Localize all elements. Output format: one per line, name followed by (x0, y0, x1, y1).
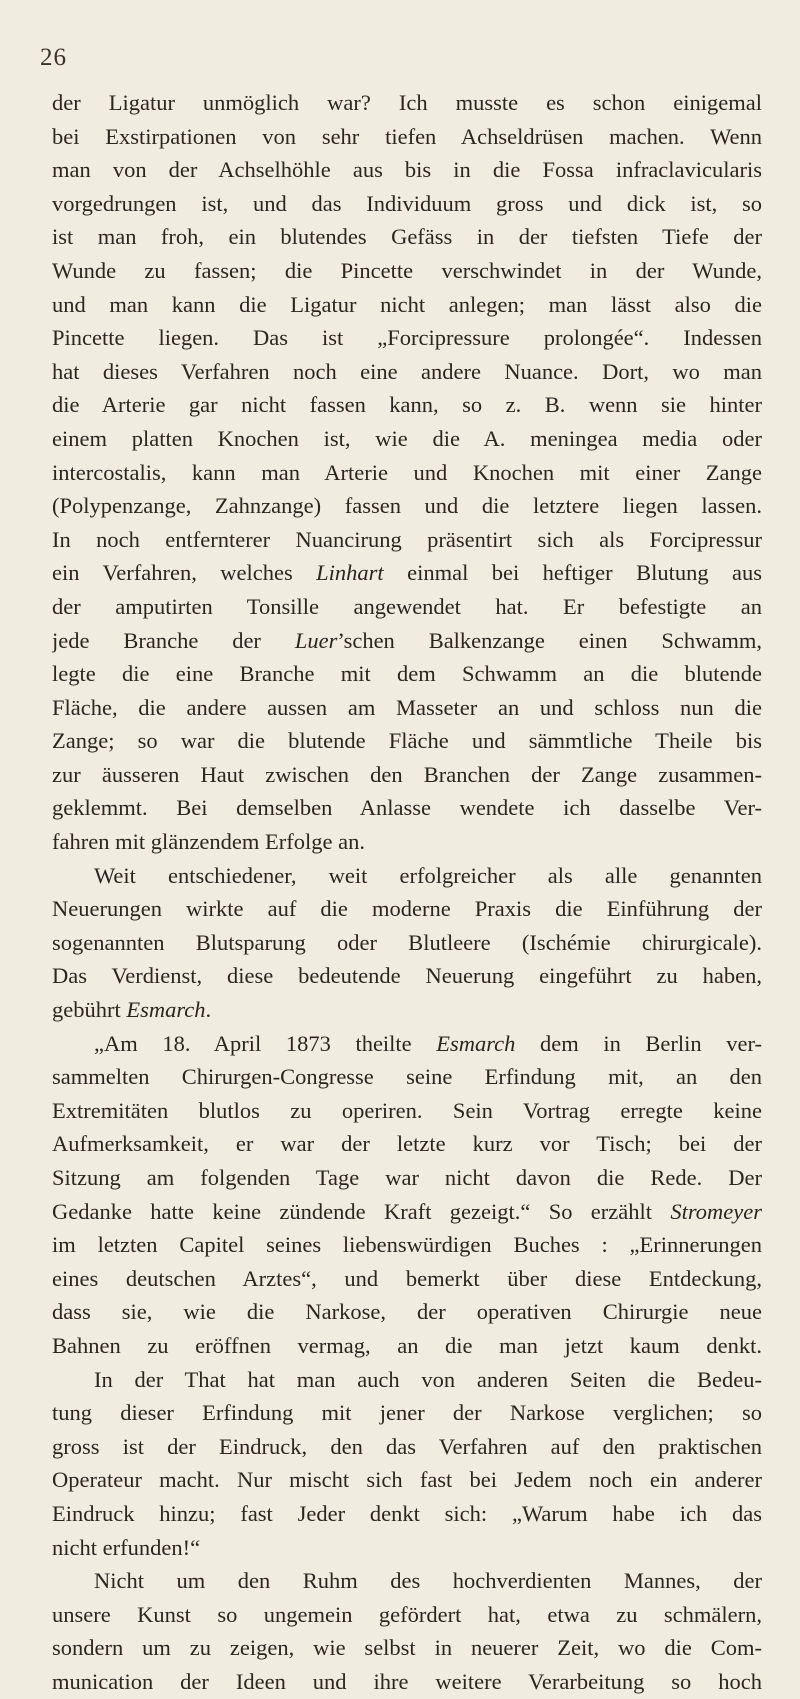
text-segment: bei Exstirpationen von sehr tiefen Achseldrüsen machen. Wenn (52, 123, 762, 149)
text-segment: . (205, 997, 212, 1023)
text-line (52, 489, 762, 523)
text-line (52, 993, 762, 1027)
text-segment: Aufmerksamkeit, er war der letzte kurz vor Tisch; bei der (52, 1131, 762, 1157)
text-segment: im letzten Capitel seines liebenswürdigen Buches : „Erinnerungen (52, 1232, 762, 1258)
text-segment: Nicht um den Ruhm des hochverdienten Mannes, der (94, 1568, 762, 1594)
text-line (52, 556, 762, 590)
text-segment: Gedanke hatte keine zündende Kraft gezeigt.“ So erzählt (52, 1198, 671, 1224)
text-segment: Wunde zu fassen; die Pincette verschwindet in der Wunde, (52, 257, 762, 283)
text-segment: hat dieses Verfahren noch eine andere Nuance. Dort, wo man (52, 358, 762, 384)
text-segment: tung dieser Erfindung mit jener der Narkose verglichen; so (52, 1400, 762, 1426)
text-line (52, 120, 762, 154)
text-segment: Stromeyer (670, 1198, 762, 1224)
text-segment: Eindruck hinzu; fast Jeder denkt sich: „Warum habe ich das (52, 1500, 762, 1526)
text-segment: gross ist der Eindruck, den das Verfahren auf den praktischen (52, 1433, 762, 1459)
text-line (52, 1228, 762, 1262)
text-segment: dass sie, wie die Narkose, der operativen Chirurgie neue (52, 1299, 762, 1325)
text-line (52, 724, 762, 758)
text-line (52, 1564, 762, 1598)
text-segment: ist man froh, ein blutendes Gefäss in der tiefsten Tiefe der (52, 224, 762, 250)
text-segment: man von der Achselhöhle aus bis in die Fossa infraclavicularis (52, 157, 762, 183)
text-line (52, 321, 762, 355)
text-line (52, 1262, 762, 1296)
text-segment: Esmarch (126, 997, 206, 1023)
text-line (52, 624, 762, 658)
text-line (52, 1195, 762, 1229)
text-line (52, 1127, 762, 1161)
text-segment: Linhart (316, 560, 384, 586)
text-segment: Neuerungen wirkte auf die moderne Praxis die Einführung der (52, 896, 762, 922)
text-segment: ein Verfahren, welches (52, 560, 317, 586)
text-line (52, 388, 762, 422)
text-line (52, 657, 762, 691)
text-segment: Pincette liegen. Das ist „Forcipressure prolongée“. Indessen (52, 325, 762, 351)
text-segment: Bahnen zu eröffnen vermag, an die man jetzt kaum denkt. (52, 1332, 762, 1358)
text-line (52, 86, 762, 120)
text-line (52, 1363, 762, 1397)
text-line (52, 1598, 762, 1632)
text-segment: Luer (294, 627, 338, 653)
text-segment: jede Branche der (52, 627, 295, 653)
text-segment: munication der Ideen und ihre weitere Verarbeitung so hoch (52, 1668, 762, 1694)
text-line (52, 1329, 762, 1363)
text-segment: sogenannten Blutsparung oder Blutleere (Ischémie chirurgicale). (52, 929, 762, 955)
text-line (52, 959, 762, 993)
text-line (52, 1665, 762, 1699)
text-line (52, 422, 762, 456)
text-segment: die Arterie gar nicht fassen kann, so z. B. wenn sie hinter (52, 392, 762, 418)
text-line (52, 892, 762, 926)
text-line (52, 926, 762, 960)
text-segment: intercostalis, kann man Arterie und Knochen mit einer Zange (52, 459, 762, 485)
page-number: 26 (40, 44, 67, 71)
text-segment: legte die eine Branche mit dem Schwamm an die blutende (52, 661, 762, 687)
text-line (52, 1027, 762, 1061)
text-line (52, 1531, 762, 1565)
text-line (52, 1631, 762, 1665)
text-line (52, 1161, 762, 1195)
text-line (52, 355, 762, 389)
text-segment: Zange; so war die blutende Fläche und sämmtliche Theile bis (52, 728, 762, 754)
text-line (52, 1094, 762, 1128)
text-segment: Fläche, die andere aussen am Masseter an und schloss nun die (52, 694, 762, 720)
text-line (52, 825, 762, 859)
text-segment: Das Verdienst, diese bedeutende Neuerung eingeführt zu haben, (52, 963, 762, 989)
text-segment: Sitzung am folgenden Tage war nicht davon die Rede. Der (52, 1165, 762, 1190)
text-segment: der amputirten Tonsille angewendet hat. Er befestigte an (52, 593, 762, 619)
text-line (52, 691, 762, 725)
text-line (52, 254, 762, 288)
text-line (52, 859, 762, 893)
text-segment: und man kann die Ligatur nicht anlegen; man lässt also die (52, 291, 762, 317)
text-segment: nicht erfunden!“ (52, 1534, 201, 1560)
text-segment: geklemmt. Bei demselben Anlasse wendete ich dasselbe Ver- (52, 795, 762, 821)
text-line (52, 758, 762, 792)
text-segment: eines deutschen Arztes“, und bemerkt über diese Entdeckung, (52, 1265, 762, 1291)
text-segment: (Polypenzange, Zahnzange) fassen und die letztere liegen lassen. (52, 493, 762, 519)
text-segment: sondern um zu zeigen, wie selbst in neuerer Zeit, wo die Com- (52, 1635, 762, 1661)
text-segment: Esmarch (436, 1030, 516, 1056)
text-segment: vorgedrungen ist, und das Individuum gross und dick ist, so (52, 190, 762, 216)
text-line (52, 288, 762, 322)
text-segment: Extremitäten blutlos zu operiren. Sein Vortrag erregte keine (52, 1097, 762, 1123)
text-segment: gebührt (52, 997, 127, 1023)
text-line (52, 590, 762, 624)
text-segment: „Am 18. April 1873 theilte (94, 1030, 437, 1056)
text-segment: Operateur macht. Nur mischt sich fast bei Jedem noch ein anderer (52, 1467, 762, 1493)
text-segment: In noch entfernterer Nuancirung präsentirt sich als Forcipressur (52, 526, 762, 552)
text-line (52, 791, 762, 825)
text-line (52, 456, 762, 490)
text-line (52, 187, 762, 221)
text-line (52, 1396, 762, 1430)
text-segment: zur äusseren Haut zwischen den Branchen der Zange zusammen- (52, 761, 762, 787)
text-segment: sammelten Chirurgen-Congresse seine Erfindung mit, an den (52, 1064, 762, 1090)
text-segment: Weit entschiedener, weit erfolgreicher als alle genannten (94, 862, 762, 888)
text-segment: der Ligatur unmöglich war? Ich musste es schon einigemal (52, 90, 762, 115)
text-segment: dem in Berlin ver- (515, 1030, 762, 1056)
text-segment: unsere Kunst so ungemein gefördert hat, etwa zu schmälern, (52, 1601, 762, 1627)
text-line (52, 1497, 762, 1531)
text-segment: fahren mit glänzendem Erfolge an. (52, 829, 365, 855)
text-segment: einem platten Knochen ist, wie die A. meningea media oder (52, 425, 762, 451)
text-line (52, 1463, 762, 1497)
text-line (52, 220, 762, 254)
text-segment: einmal bei heftiger Blutung aus (383, 560, 762, 586)
text-line (52, 1430, 762, 1464)
body-text (52, 86, 762, 1699)
text-line (52, 153, 762, 187)
text-segment: ’schen Balkenzange einen Schwamm, (337, 627, 762, 653)
text-line (52, 523, 762, 557)
text-line (52, 1060, 762, 1094)
text-segment: In der That hat man auch von anderen Seiten die Bedeu- (94, 1366, 762, 1392)
